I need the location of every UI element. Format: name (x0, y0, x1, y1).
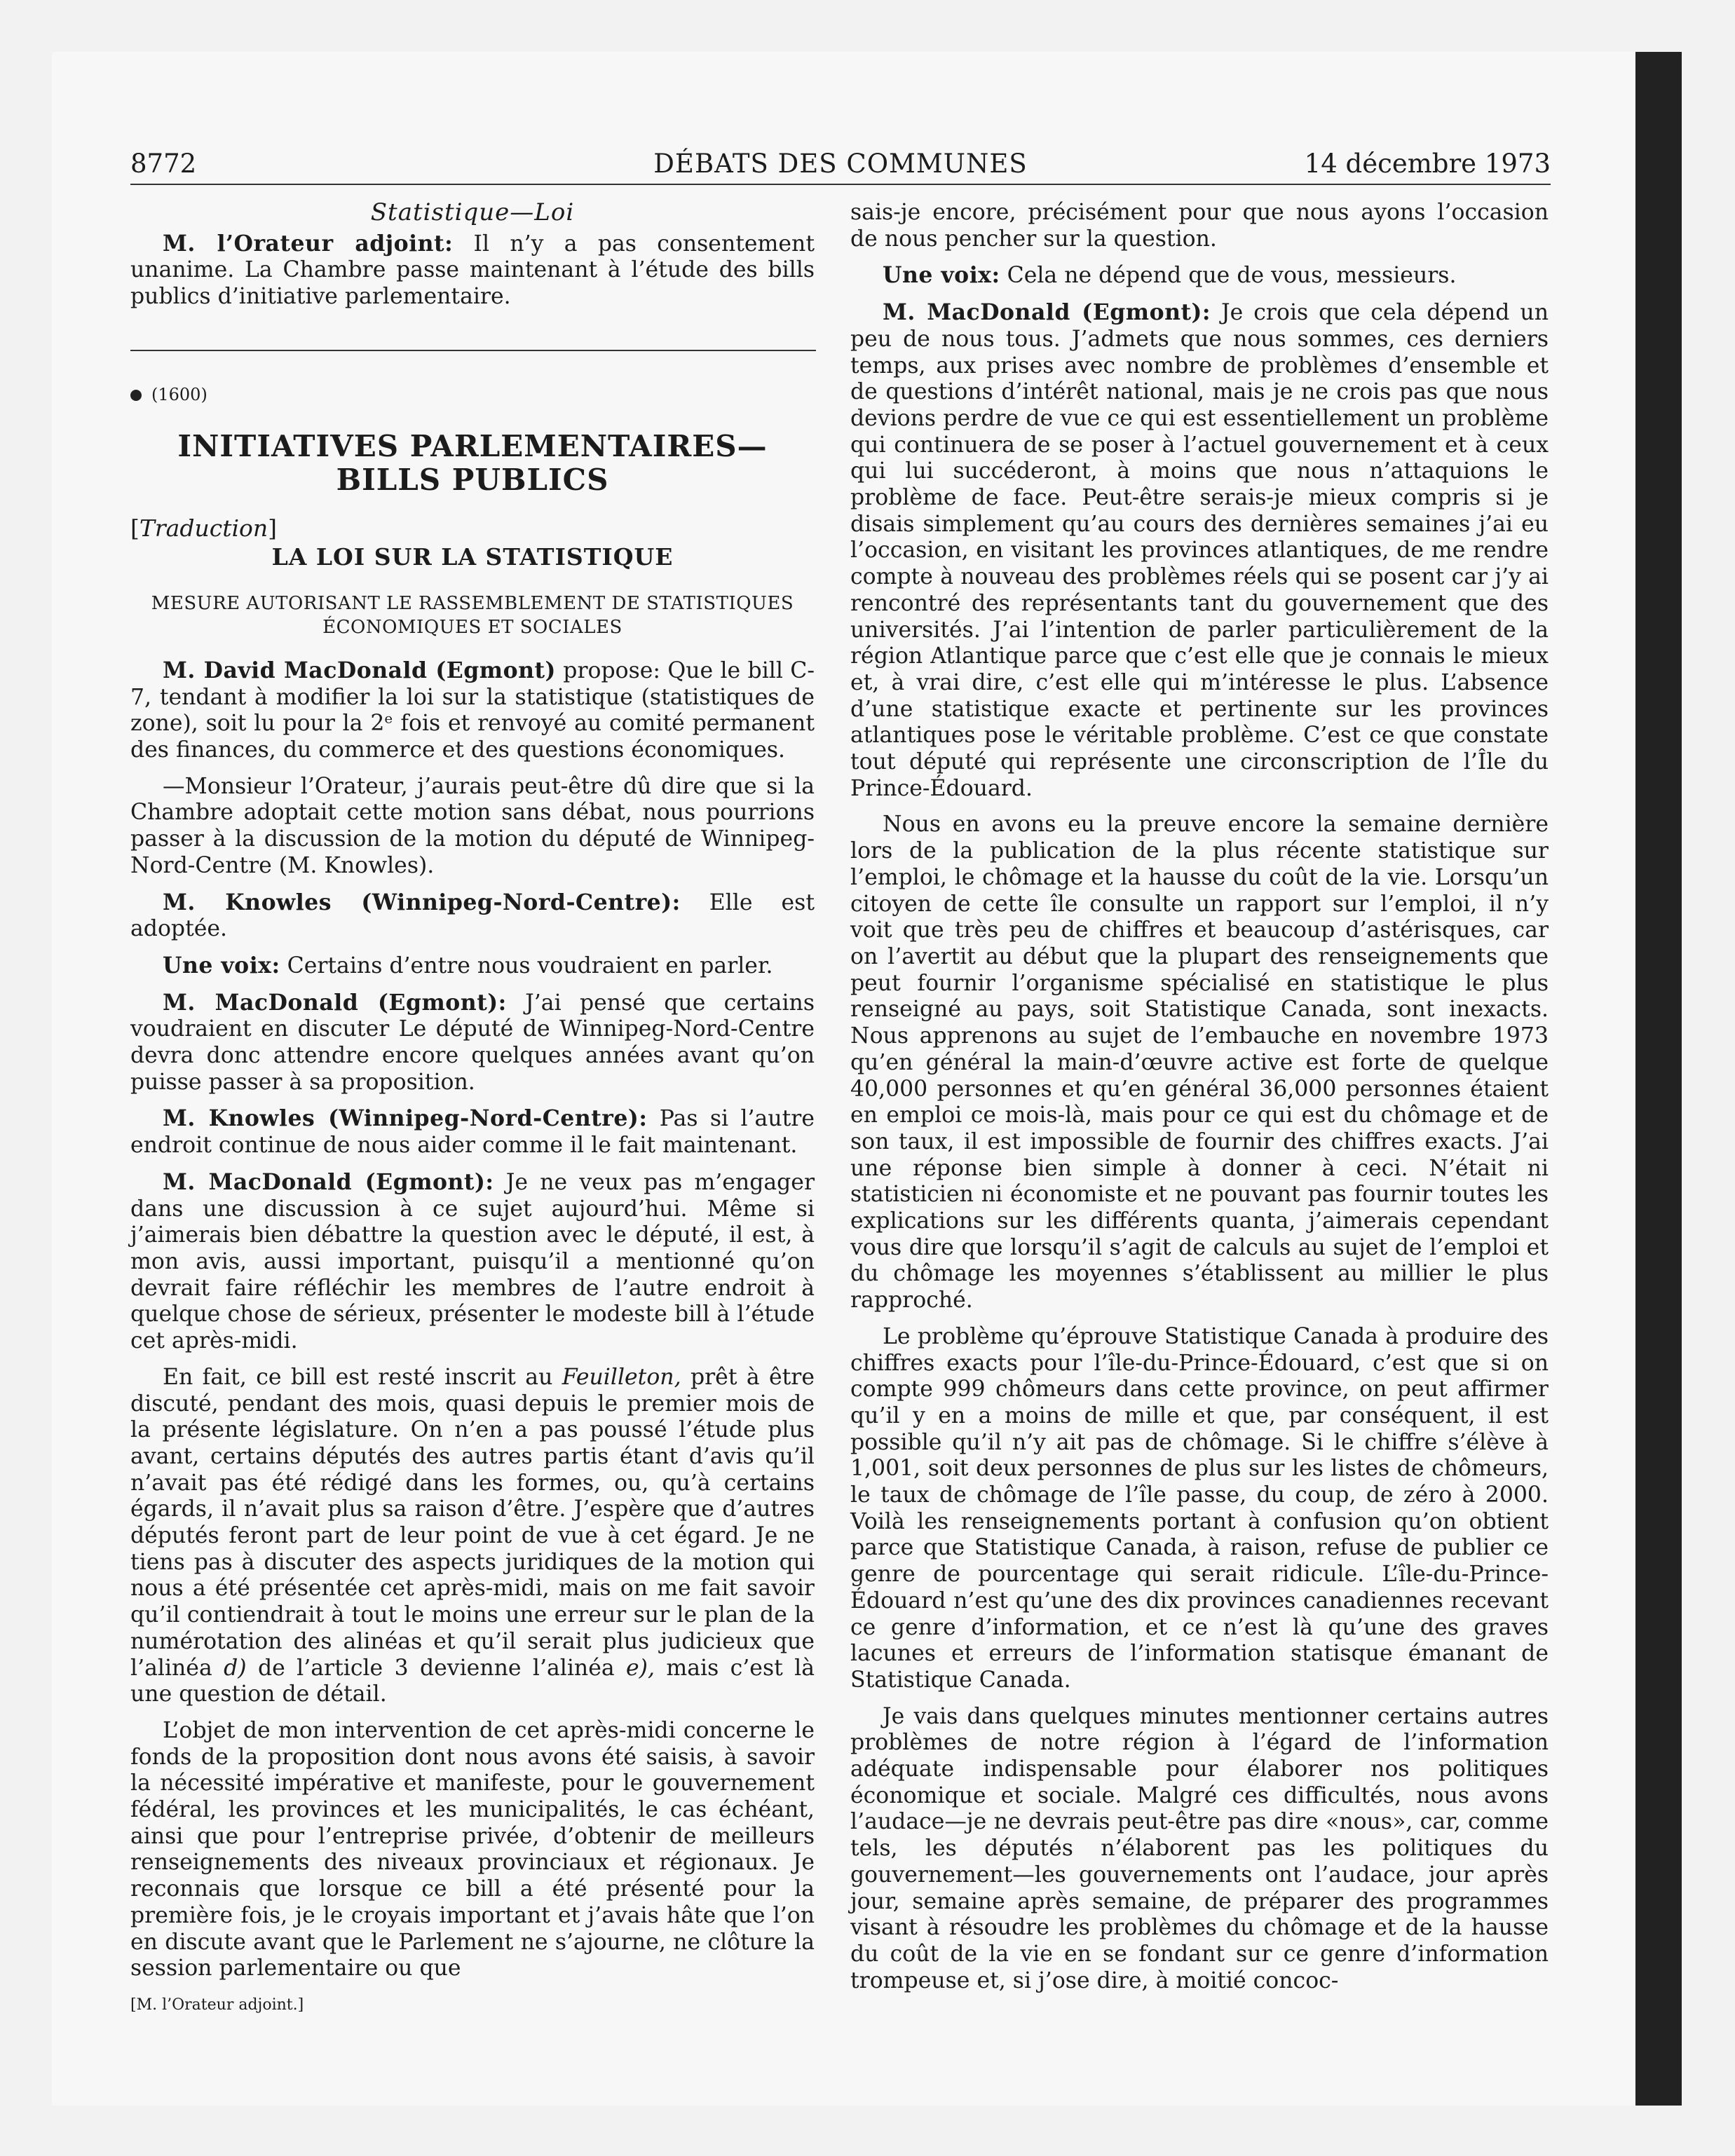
paragraph: Une voix: Cela ne dépend que de vous, messieurs. (883, 262, 1457, 289)
bill-title: LA LOI SUR LA STATISTIQUE (271, 543, 674, 571)
running-title: Statistique—Loi (370, 198, 575, 226)
traduction-note: [Traduction] (130, 514, 278, 542)
publication-date: 14 décembre 1973 (1304, 149, 1551, 179)
footnote: [M. l’Orateur adjoint.] (130, 1995, 304, 2014)
paragraph: M. MacDonald (Egmont): J’ai pensé que certains voudraient en discuter Le député de Winnipeg-Nord-Centre devra donc attendre encore quelques années avant qu’on puisse passer à sa proposition. (130, 989, 815, 1095)
speaker: M. David MacDonald (Egmont) (163, 657, 556, 683)
speaker: Une voix: (883, 262, 1000, 289)
timestamp: (1600) (130, 382, 815, 409)
paragraph: M. Knowles (Winnipeg-Nord-Centre): Pas si l’autre endroit continue de nous aider comme il le fait maintenant. (130, 1105, 815, 1159)
paragraph: En fait, ce bill est resté inscrit au Feuilleton, prêt à être discuté, pendant des mois, quasi depuis le premier mois de la présente législature. On n’en a pas poussé l’étude plus avant, certains députés des autres partis étant d’avis qu’il n’avait pas été rédigé dans les formes, ou, qu’à certains égards, il n’avait plus sa raison d’être. J’espère que d’autres députés feront part de leur point de vue à cet égard. Je ne tiens pas à discuter des aspects juridiques de la motion qui nous a été présentée cet après-midi, mais on me fait savoir qu’il contiendrait à tout le moins une erreur sur le plan de la numérotation des alinéas et qu’il serait plus judicieux que l’alinéa d) de l’article 3 devienne l’alinéa e), mais c’est là une question de détail. (130, 1364, 815, 1707)
paragraph: M. David MacDonald (Egmont) propose: Que le bill C-7, tendant à modifier la loi sur la statistique (statistiques de zone), soit lu pour la 2ᵉ fois et renvoyé au comité permanent des finances, du commerce et des questions économiques. (130, 657, 815, 763)
left-column (130, 200, 815, 2019)
speaker: M. l’Orateur adjoint: (163, 230, 454, 257)
speaker: M. Knowles (Winnipeg-Nord-Centre): (163, 1105, 648, 1132)
speaker: M. Knowles (Winnipeg-Nord-Centre): (163, 889, 681, 915)
publication-title: DÉBATS DES COMMUNES (653, 149, 1028, 179)
page-header (130, 149, 1551, 185)
paragraph: M. l’Orateur adjoint: Il n’y a pas consentement unanime. La Chambre passe maintenant à l’étude des bills publics d’initiative parlementaire. (130, 230, 815, 310)
speaker: M. MacDonald (Egmont): (883, 299, 1211, 326)
paragraph: Une voix: Certains d’entre nous voudraient en parler. (163, 952, 773, 978)
paragraph: sais-je encore, précisément pour que nous ayons l’occasion de nous pencher sur la question. (850, 200, 1549, 252)
paragraph: —Monsieur l’Orateur, j’aurais peut-être dû dire que si la Chambre adoptait cette motion sans débat, nous pourrions passer à la discussion de la motion du député de Winnipeg-Nord-Centre (M. Knowles). (130, 773, 815, 878)
section-title: INITIATIVES PARLEMENTAIRES—BILLS PUBLICS (177, 428, 768, 497)
paragraph: M. MacDonald (Egmont): Je ne veux pas m’engager dans une discussion à ce sujet aujourd’hui. Même si j’aimerais bien débattre la question avec le député, il est, à mon avis, aussi important, puisqu’il a mentionné qu’on devrait faire réfléchir les membres de l’autre endroit à quelque chose de sérieux, présenter le modeste bill à l’étude cet après-midi. (130, 1168, 815, 1354)
page-number: 8772 (130, 149, 197, 179)
paragraph: Le problème qu’éprouve Statistique Canada à produire des chiffres exacts pour l’île-du-Prince-Édouard, c’est que si on compte 999 chômeurs dans cette province, on peut affirmer qu’il y en a moins de mille et que, par conséquent, il est possible qu’il n’y ait pas de chômage. Si le chiffre s’élève à 1,001, soit deux personnes de plus sur les listes de chômeurs, le taux de chômage de l’île passe, du coup, de zéro à 2000. Voilà les renseignements portant à confusion qu’on obtient parce que Statistique Canada, à raison, refuse de publier ce genre de pourcentage qui serait ridicule. L’île-du-Prince-Édouard n’est qu’une des dix provinces canadiennes recevant ce genre d’information, et ce n’est là qu’une des graves lacunes et erreurs de l’information statisque émanant de Statistique Canada. (850, 1323, 1549, 1693)
bullet-icon (130, 390, 142, 401)
speaker: M. MacDonald (Egmont): (163, 989, 507, 1016)
speaker: M. MacDonald (Egmont): (163, 1168, 494, 1195)
right-column (850, 200, 1549, 2004)
speaker: Une voix: (163, 952, 280, 978)
paragraph: L’objet de mon intervention de cet après-midi concerne le fonds de la proposition dont nous avons été saisis, à savoir la nécessité impérative et manifeste, pour le gouvernement fédéral, les provinces et les municipalités, le cas échéant, ainsi que pour l’entreprise privée, d’obtenir de meilleurs renseignements des niveaux provinciaux et régionaux. Je reconnais que lorsque ce bill a été présenté pour la première fois, je le croyais important et j’avais hâte que l’on en discute avant que le Parlement ne s’ajourne, ne clôture la session parlementaire ou que (130, 1717, 815, 1981)
paragraph: Nous en avons eu la preuve encore la semaine dernière lors de la publication de la plus récente statistique sur l’emploi, le chômage et la hausse du coût de la vie. Lorsqu’un citoyen de cette île consulte un rapport sur l’emploi, il n’y voit que très peu de chiffres et beaucoup d’astérisques, car on l’avertit au début que la plupart des renseignements que peut fournir l’organisme spécialisé en statistique le plus renseigné au pays, soit Statistique Canada, sont inexacts. Nous apprenons au sujet de l’embauche en novembre 1973 qu’en général la main-d’œuvre active est forte de quelque 40,000 personnes et qu’en général 36,000 personnes étaient en emploi ce mois-là, mais pour ce qui est du chômage et de son taux, il est impossible de fournir des chiffres exacts. J’ai une réponse bien simple à donner à ceci. N’était ni statisticien ni économiste et ne pouvant pas fournir toutes les explications sur les différents quanta, j’aimerais cependant vous dire que lorsqu’il s’agit de calculs au sujet de l’emploi et du chômage les moyennes s’établissent au millier le plus rapproché. (850, 812, 1549, 1314)
paragraph: M. MacDonald (Egmont): Je crois que cela dépend un peu de nous tous. J’admets que nous sommes, ces derniers temps, aux prises avec nombre de problèmes d’ensemble et de questions d’intérêt national, mais je ne crois pas que nous devions perdre de vue ce qui est essentiellement un problème qui continuera de se poser à l’actuel gouvernement et à ceux qui lui succéderont, à moins que nous n’attaquions le problème de face. Peut-être serais-je mieux compris si je disais simplement qu’au cours des dernières semaines j’ai eu l’occasion, en visitant les provinces atlantiques, de me rendre compte à nouveau des problèmes réels qui se posent car j’y ai rencontré des représentants tant du gouvernement que des universités. J’ai l’intention de parler particulièrement de la région Atlantique parce que c’est elle que je connais le mieux et, à vrai dire, c’est elle qui m’intéresse le plus. L’absence d’une statistique exacte et pertinente sur les provinces atlantiques pose le véritable problème. C’est ce que constate tout député qui représente une circonscription de l’Île du Prince-Édouard. (850, 299, 1549, 801)
scan-edge (1635, 52, 1682, 2106)
paragraph: Je vais dans quelques minutes mentionner certains autres problèmes de notre région à l’égard de l’information adéquate indispensable pour élaborer nos politiques économique et sociale. Malgré ces difficultés, nous avons l’audace—je ne devrais peut-être pas dire «nous», car, comme tels, les députés n’élaborent pas les politiques du gouvernement—les gouvernements ont l’audace, jour après jour, semaine après semaine, de préparer des programmes visant à résoudre les problèmes du chômage et de la hausse du coût de la vie en se fondant sur ce genre d’information trompeuse et, si j’ose dire, à moitié concoc- (850, 1703, 1549, 1993)
paragraph: M. Knowles (Winnipeg-Nord-Centre): Elle est adoptée. (130, 889, 815, 942)
bill-subtitle: MESURE AUTORISANT LE RASSEMBLEMENT DE STATISTIQUES ÉCONOMIQUES ET SOCIALES (151, 592, 794, 638)
section-divider (130, 350, 816, 351)
